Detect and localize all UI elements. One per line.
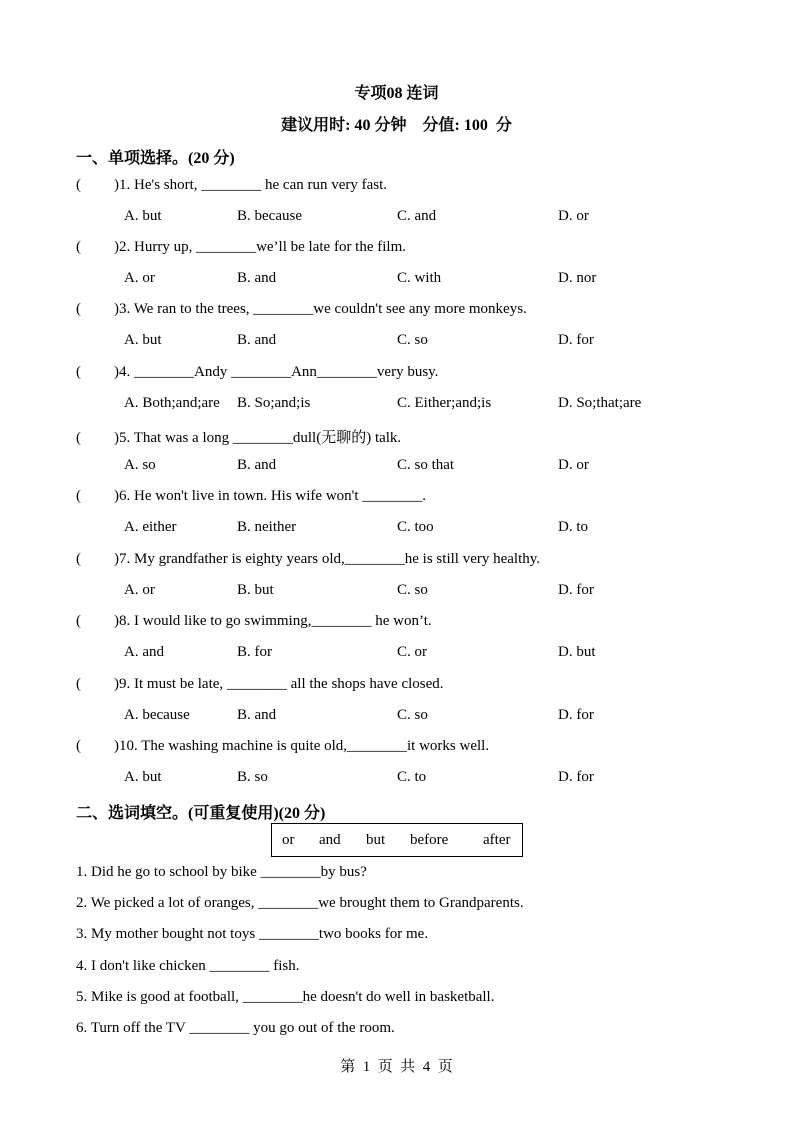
option-d: D. for [558, 769, 594, 785]
option-d: D. for [558, 707, 594, 723]
option-a: A. because [124, 707, 190, 723]
option-c: C. and [397, 208, 437, 224]
word-bank-item: after [483, 832, 511, 848]
word-bank-item: before [410, 832, 449, 848]
fill-item-3: 3. My mother bought not toys ________two books for me. [76, 926, 429, 942]
fill-item-5: 5. Mike is good at football, ________he doesn't do well in basketball. [76, 989, 495, 1005]
question-1 [76, 177, 387, 194]
option-b: B. for [237, 644, 272, 660]
answer-paren[interactable]: ( [76, 364, 81, 380]
option-a: A. but [124, 332, 162, 348]
option-a: A. either [124, 519, 177, 535]
option-a: A. or [124, 270, 155, 286]
option-b: B. and [237, 457, 277, 473]
answer-paren[interactable]: ( [76, 738, 81, 754]
option-d: D. or [558, 208, 589, 224]
section2-heading: 二、选词填空。(可重复使用)(20 分) [76, 805, 326, 822]
option-c: C. or [397, 644, 427, 660]
fill-item-6: 6. Turn off the TV ________ you go out of the room. [76, 1020, 395, 1036]
question-9 [76, 676, 444, 693]
option-c: C. to [397, 769, 427, 785]
question-stem: )1. He's short, ________ he can run very fast. [114, 177, 388, 193]
option-b: B. and [237, 270, 277, 286]
option-b: B. because [237, 208, 302, 224]
option-a: A. and [124, 644, 164, 660]
option-b: B. neither [237, 519, 297, 535]
question-stem: )3. We ran to the trees, ________we couldn't see any more monkeys. [114, 301, 527, 317]
word-bank-item: or [282, 832, 295, 848]
word-bank-item: and [319, 832, 341, 848]
option-c: C. Either;and;is [397, 395, 492, 411]
word-bank-item: but [366, 832, 386, 848]
question-7 [76, 551, 540, 568]
option-c: C. with [397, 270, 442, 286]
question-4 [76, 364, 438, 381]
option-d: D. or [558, 457, 589, 473]
question-2 [76, 239, 406, 256]
answer-paren[interactable]: ( [76, 613, 81, 629]
option-c: C. so that [397, 457, 455, 473]
option-a: A. but [124, 208, 162, 224]
question-6 [76, 488, 426, 505]
word-bank [271, 823, 523, 857]
option-a: A. so [124, 457, 156, 473]
question-10 [76, 738, 489, 755]
option-b: B. So;and;is [237, 395, 311, 411]
page-title: 专项08 连词 [354, 85, 439, 102]
option-c: C. too [397, 519, 434, 535]
answer-paren[interactable]: ( [76, 239, 81, 255]
option-b: B. but [237, 582, 274, 598]
page-footer: 第 1 页 共 4 页 [340, 1059, 453, 1075]
fill-item-4: 4. I don't like chicken ________ fish. [76, 958, 300, 974]
option-d: D. for [558, 332, 594, 348]
fill-item-1: 1. Did he go to school by bike ________by bus? [76, 864, 367, 880]
option-a: A. but [124, 769, 162, 785]
answer-paren[interactable]: ( [76, 676, 81, 692]
option-c: C. so [397, 707, 428, 723]
question-stem: )7. My grandfather is eighty years old,________he is still very healthy. [114, 551, 541, 567]
question-stem: )8. I would like to go swimming,________ he won’t. [114, 613, 432, 629]
answer-paren[interactable]: ( [76, 301, 81, 317]
option-d: D. So;that;are [558, 395, 642, 411]
option-c: C. so [397, 332, 428, 348]
answer-paren[interactable]: ( [76, 488, 81, 504]
answer-paren[interactable]: ( [76, 551, 81, 567]
question-stem: )4. ________Andy ________Ann________very busy. [114, 364, 439, 380]
option-b: B. so [237, 769, 268, 785]
option-d: D. but [558, 644, 596, 660]
question-stem: )9. It must be late, ________ all the shops have closed. [114, 676, 444, 692]
option-b: B. and [237, 707, 277, 723]
answer-paren[interactable]: ( [76, 177, 81, 193]
fill-item-2: 2. We picked a lot of oranges, ________we brought them to Grandparents. [76, 895, 524, 911]
question-stem: )10. The washing machine is quite old,________it works well. [114, 738, 490, 754]
page-subtitle: 建议用时: 40 分钟 分值: 100 分 [281, 117, 512, 134]
option-a: A. or [124, 582, 155, 598]
question-stem: )6. He won't live in town. His wife won't ________. [114, 488, 427, 504]
option-c: C. so [397, 582, 428, 598]
option-d: D. to [558, 519, 588, 535]
section1-heading: 一、单项选择。(20 分) [76, 150, 235, 167]
question-8 [76, 613, 432, 630]
question-5 [76, 426, 401, 447]
answer-paren[interactable]: ( [76, 430, 81, 446]
question-3 [76, 301, 527, 318]
question-stem: )5. That was a long ________dull(无聊的) talk. [114, 430, 402, 446]
option-d: D. for [558, 582, 594, 598]
option-a: A. Both;and;are [124, 395, 220, 411]
question-stem: )2. Hurry up, ________we’ll be late for the film. [114, 239, 407, 255]
option-b: B. and [237, 332, 277, 348]
option-d: D. nor [558, 270, 597, 286]
